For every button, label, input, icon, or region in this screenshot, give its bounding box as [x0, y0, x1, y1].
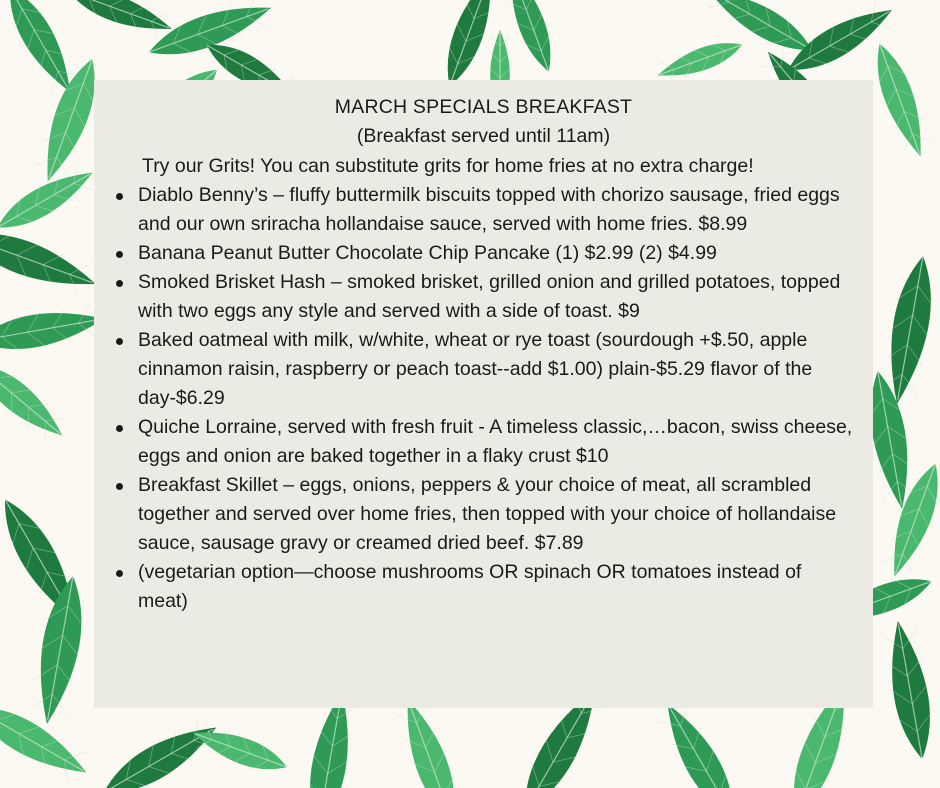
menu-item-text: Baked oatmeal with milk, w/white, wheat or rye toast (sourdough +$.50, apple cinnamon raisin, raspberry or peach toast--add $1.00) plain-$5.29 flavor of the day-$6.29: [138, 329, 813, 409]
menu-item: [114, 558, 853, 616]
leaf-icon: [878, 253, 940, 407]
bullet-icon: [116, 570, 123, 577]
leaf-icon: [28, 573, 93, 728]
bullet-icon: [116, 425, 123, 432]
bullet-icon: [116, 193, 123, 200]
leaf-icon: [188, 720, 292, 781]
bullet-icon: [116, 338, 123, 345]
menu-item: [114, 268, 853, 326]
leaf-icon: [143, 0, 277, 68]
menu-intro: Try our Grits! You can substitute grits for home fries at no extra charge!: [142, 155, 754, 177]
bullet-icon: [116, 280, 123, 287]
leaf-icon: [880, 618, 940, 762]
menu-item-text: Smoked Brisket Hash – smoked brisket, grilled onion and grilled potatoes, topped with two eggs any style and served with a side of toast. $9: [138, 271, 841, 322]
menu-item-text: Diablo Benny’s – fluffy buttermilk biscuits topped with chorizo sausage, fried eggs and our own sriracha hollandaise sauce, served with home fries. $8.99: [138, 184, 840, 235]
menu-item-text: Banana Peanut Butter Chocolate Chip Pancake (1) $2.99 (2) $4.99: [138, 242, 717, 264]
bullet-icon: [116, 483, 123, 490]
menu-item: [114, 413, 853, 471]
menu-item: [114, 471, 853, 558]
menu-item: [114, 181, 853, 239]
menu-item: [114, 326, 853, 413]
leaf-icon: [0, 219, 102, 301]
menu-item-text: (vegetarian option—choose mushrooms OR spinach OR tomatoes instead of meat): [138, 561, 802, 612]
menu-items-list: [114, 181, 853, 616]
menu-item: [114, 239, 853, 268]
leaf-icon: [64, 0, 177, 42]
menu-subtitle: (Breakfast served until 11am): [356, 125, 611, 147]
bullet-icon: [116, 251, 123, 258]
leaf-icon: [865, 38, 935, 161]
leaf-icon: [0, 301, 107, 358]
leaf-icon: [0, 353, 72, 447]
leaf-icon: [652, 695, 747, 788]
leaf-icon: [654, 33, 747, 86]
menu-item-text: Quiche Lorraine, served with fresh fruit - A timeless classic,…bacon, swiss cheese, eggs and onion are baked together in a flaky crust $10: [138, 416, 853, 467]
menu-item-text: Breakfast Skillet – eggs, onions, peppers & your choice of meat, all scrambled together and served over home fries, then topped with your choice of hollandaise sauce, sausage gravy or creamed dried beef. $7.89: [138, 474, 837, 554]
menu-title: MARCH SPECIALS BREAKFAST: [334, 96, 633, 118]
menu-panel: [94, 80, 873, 708]
